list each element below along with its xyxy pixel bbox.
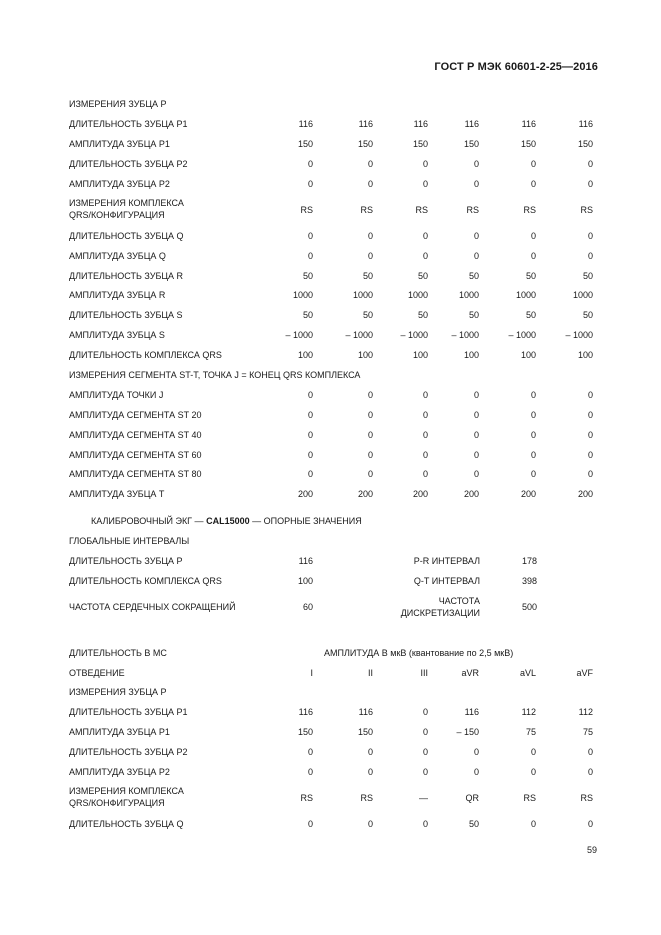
- table-row: АМПЛИТУДА ЗУБЦА Q 0 0 0 0 0 0: [69, 251, 593, 261]
- calibration-code: CAL15000: [206, 516, 250, 526]
- table-row: АМПЛИТУДА СЕГМЕНТА ST 80 0 0 0 0 0 0: [69, 469, 593, 479]
- table-row: ДЛИТЕЛЬНОСТЬ ЗУБЦА Р2 0 0 0 0 0 0: [69, 159, 593, 169]
- table-row: ДЛИТЕЛЬНОСТЬ ЗУБЦА Q 0 0 0 50 0 0: [69, 819, 593, 829]
- table-row: ДЛИТЕЛЬНОСТЬ ЗУБЦА Р1 116 116 116 116 116 116: [69, 119, 593, 129]
- section-title-st-t: ИЗМЕРЕНИЯ СЕГМЕНТА ST-T, ТОЧКА J = КОНЕЦ QRS КОМПЛЕКСА: [69, 370, 361, 380]
- table-row: АМПЛИТУДА СЕГМЕНТА ST 40 0 0 0 0 0 0: [69, 430, 593, 440]
- table-row: ДЛИТЕЛЬНОСТЬ КОМПЛЕКСА QRS 100 100 100 100 100 100: [69, 350, 593, 360]
- amplitude-unit-note: АМПЛИТУДА В мкВ (квантование по 2,5 мкВ): [324, 648, 514, 658]
- table-row: АМПЛИТУДА ЗУБЦА Р1 150 150 150 150 150 150: [69, 139, 593, 149]
- table-row: АМПЛИТУДА ЗУБЦА Р2 0 0 0 0 0 0: [69, 767, 593, 777]
- table-row: ДЛИТЕЛЬНОСТЬ ЗУБЦА Q 0 0 0 0 0 0: [69, 231, 593, 241]
- duration-unit-note: ДЛИТЕЛЬНОСТЬ В МС: [69, 648, 167, 658]
- page-number: 59: [586, 845, 597, 855]
- table-row: АМПЛИТУДА СЕГМЕНТА ST 60 0 0 0 0 0 0: [69, 450, 593, 460]
- global-intervals-title: ГЛОБАЛЬНЫЕ ИНТЕРВАЛЫ: [69, 536, 190, 546]
- calibration-heading: КАЛИБРОВОЧНЫЙ ЭКГ — CAL15000 — ОПОРНЫЕ ЗНАЧЕНИЯ: [91, 516, 362, 526]
- document-header: ГОСТ Р МЭК 60601-2-25—2016: [434, 61, 598, 73]
- table-row: АМПЛИТУДА ЗУБЦА Т 200 200 200 200 200 200: [69, 489, 593, 499]
- row-label-line-1: ИЗМЕРЕНИЯ КОМПЛЕКСА: [69, 786, 184, 796]
- table-row: АМПЛИТУДА ЗУБЦА S – 1000 – 1000 – 1000 – 1000 – 1000 – 1000: [69, 330, 593, 340]
- table-row: АМПЛИТУДА ЗУБЦА R 1000 1000 1000 1000 1000 1000: [69, 290, 593, 300]
- table-row: ДЛИТЕЛЬНОСТЬ ЗУБЦА R 50 50 50 50 50 50: [69, 271, 593, 281]
- table-row: ДЛИТЕЛЬНОСТЬ ЗУБЦА Р2 0 0 0 0 0 0: [69, 747, 593, 757]
- row-label-line-1: ИЗМЕРЕНИЯ КОМПЛЕКСА: [69, 198, 184, 208]
- table-row: ДЛИТЕЛЬНОСТЬ ЗУБЦА Р1 116 116 0 116 112 112: [69, 707, 593, 717]
- lead-header-row: ОТВЕДЕНИЕ I II III aVR aVL aVF: [69, 668, 593, 678]
- table-row: ИЗМЕРЕНИЯ КОМПЛЕКСА QRS/КОНФИГУРАЦИЯ RS RS RS RS RS RS: [69, 198, 593, 220]
- table-row: ИЗМЕРЕНИЯ КОМПЛЕКСА QRS/КОНФИГУРАЦИЯ RS RS — QR RS RS: [69, 786, 593, 808]
- table-row: АМПЛИТУДА ТОЧКИ J 0 0 0 0 0 0: [69, 390, 593, 400]
- table-row: АМПЛИТУДА ЗУБЦА Р1 150 150 0 – 150 75 75: [69, 727, 593, 737]
- table-row: ДЛИТЕЛЬНОСТЬ ЗУБЦА S 50 50 50 50 50 50: [69, 310, 593, 320]
- table-row: АМПЛИТУДА ЗУБЦА Р2 0 0 0 0 0 0: [69, 179, 593, 189]
- section-title-p-wave-2: ИЗМЕРЕНИЯ ЗУБЦА Р: [69, 687, 167, 697]
- row-label-line-2: QRS/КОНФИГУРАЦИЯ: [69, 798, 165, 808]
- row-label-line-2: QRS/КОНФИГУРАЦИЯ: [69, 210, 165, 220]
- section-title-p-wave: ИЗМЕРЕНИЯ ЗУБЦА Р: [69, 99, 167, 109]
- table-row: АМПЛИТУДА СЕГМЕНТА ST 20 0 0 0 0 0 0: [69, 410, 593, 420]
